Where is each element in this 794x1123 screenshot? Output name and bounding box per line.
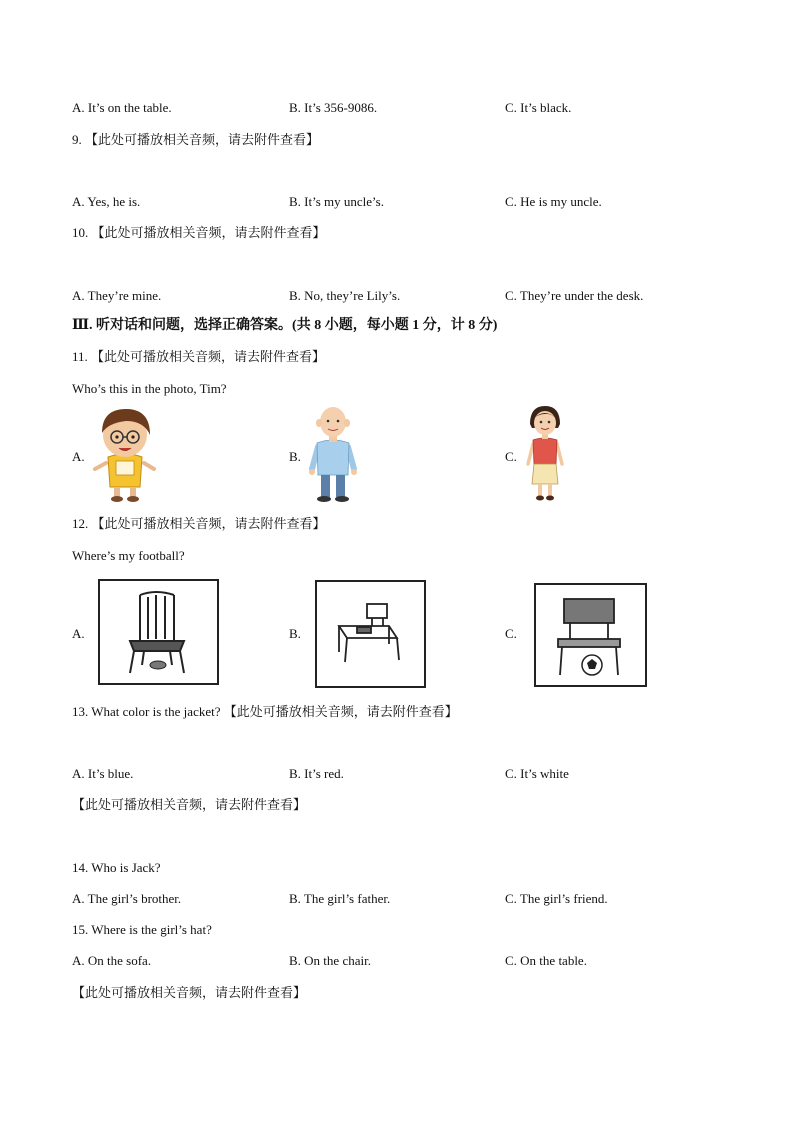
q11-stem: 11. 【此处可播放相关音频，请去附件查看】 [72,349,326,364]
q15-option-a: A. On the sofa. [72,953,152,968]
q15-stem: 15. Where is the girl’s hat? [72,922,212,937]
picture-frame-a [98,579,219,685]
q14-option-c: C. The girl’s friend. [505,891,608,906]
q14-option-a: A. The girl’s brother. [72,891,182,906]
q10-option-b: B. No, they’re Lily’s. [289,288,401,303]
q14-option-b: B. The girl’s father. [289,891,391,906]
q12-option-a: A. [72,626,85,641]
section-heading: Ⅲ. 听对话和问题，选择正确答案。(共 8 小题，每小题 1 分，计 8 分) [72,318,498,333]
q15-option-b: B. On the chair. [289,953,371,968]
q13-option-c: C. It’s white [505,766,569,781]
audio-note-1: 【此处可播放相关音频，请去附件查看】 [72,797,307,812]
q12-stem: 12. 【此处可播放相关音频，请去附件查看】 [72,516,326,531]
q8-option-c: C. It’s black. [505,100,572,115]
q10-option-c: C. They’re under the desk. [505,288,644,303]
q9-option-c: C. He is my uncle. [505,194,602,209]
q9-option-b: B. It’s my uncle’s. [289,194,384,209]
q12-option-b: B. [289,626,301,641]
boy-cartoon-icon [92,405,158,503]
q13-stem: 13. What color is the jacket? 【此处可播放相关音频，请去附件查看】 [72,704,458,719]
q9-option-a: A. Yes, he is. [72,194,141,209]
q14-stem: 14. Who is Jack? [72,860,161,875]
picture-frame-c [534,583,647,687]
chair-sketch-icon [100,581,217,683]
q13-option-b: B. It’s red. [289,766,344,781]
q15-option-c: C. On the table. [505,953,587,968]
q11-option-b: B. [289,449,301,464]
picture-frame-b [315,580,426,688]
q12-option-c: C. [505,626,517,641]
q10-stem: 10. 【此处可播放相关音频，请去附件查看】 [72,225,326,240]
q10-option-a: A. They’re mine. [72,288,162,303]
q13-option-a: A. It’s blue. [72,766,134,781]
q11-question: Who’s this in the photo, Tim? [72,381,227,396]
chair-football-sketch-icon [536,585,645,685]
woman-cartoon-icon [524,406,566,503]
q11-option-a: A. [72,449,85,464]
grandpa-cartoon-icon [308,405,358,503]
q8-option-a: A. It’s on the table. [72,100,172,115]
audio-note-2: 【此处可播放相关音频，请去附件查看】 [72,985,307,1000]
q11-option-c: C. [505,449,517,464]
q9-stem: 9. 【此处可播放相关音频，请去附件查看】 [72,132,320,147]
desk-sketch-icon [317,582,424,686]
q8-option-b: B. It’s 356-9086. [289,100,378,115]
q12-question: Where’s my football? [72,548,185,563]
